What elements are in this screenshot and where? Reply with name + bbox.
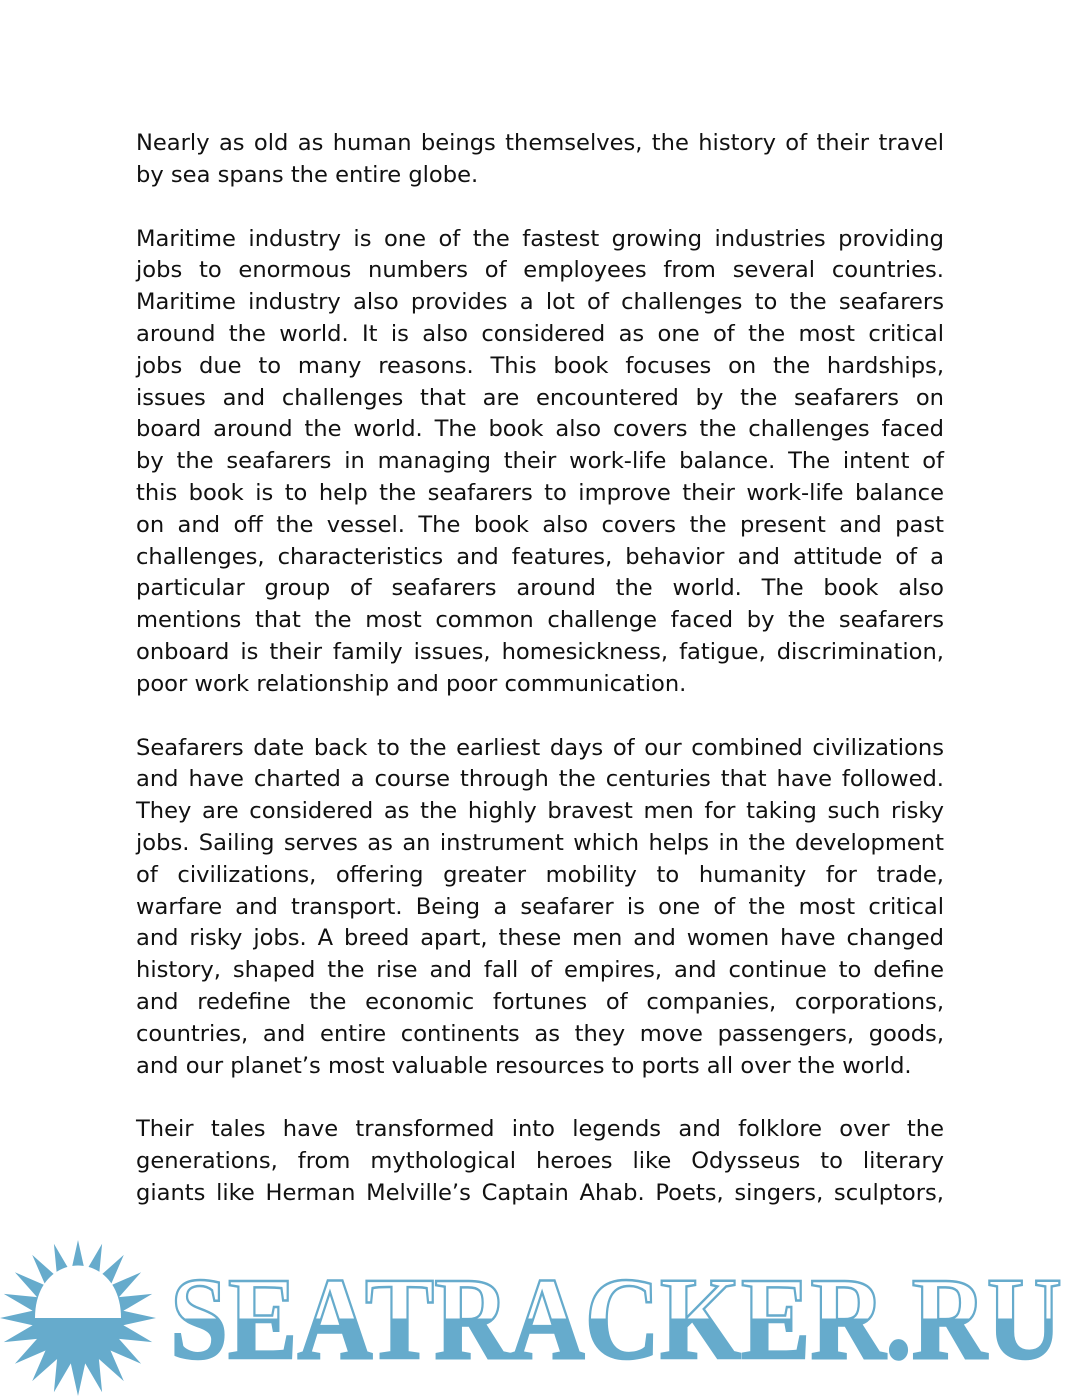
- text-line: jobs to enormous numbers of employees from several countries.: [136, 257, 944, 284]
- paragraph: [136, 224, 944, 701]
- text-line: by the seafarers in managing their work-life balance. The intent of: [136, 448, 944, 475]
- text-line: history, shaped the rise and fall of empires, and continue to define: [136, 957, 944, 984]
- text-line: challenges, characteristics and features, behavior and attitude of a: [136, 543, 944, 570]
- text-line: issues and challenges that are encountered by the seafarers on: [136, 384, 944, 411]
- text-line: around the world. It is also considered as one of the most critical: [136, 320, 944, 347]
- text-line: this book is to help the seafarers to improve their work-life balance: [136, 479, 944, 506]
- text-line: particular group of seafarers around the world. The book also: [136, 575, 944, 602]
- text-line: on and off the vessel. The book also covers the present and past: [136, 511, 944, 538]
- text-line: Nearly as old as human beings themselves, the history of their travel: [136, 130, 944, 156]
- watermark-text: SEATRACKER.RU: [170, 1253, 1062, 1384]
- text-line: Seafarers date back to the earliest days of our combined civilizations: [136, 734, 944, 761]
- sun-icon: [0, 1240, 156, 1396]
- text-line: and redefine the economic fortunes of companies, corporations,: [136, 988, 944, 1015]
- text-line: generations, from mythological heroes like Odysseus to literary: [136, 1148, 944, 1175]
- text-line: countries, and entire continents as they move passengers, goods,: [136, 1020, 944, 1047]
- text-line: giants like Herman Melville’s Captain Ahab. Poets, singers, sculptors,: [136, 1179, 944, 1206]
- text-line: mentions that the most common challenge faced by the seafarers: [136, 607, 944, 634]
- text-line: onboard is their family issues, homesickness, fatigue, discrimination,: [136, 638, 944, 665]
- seatracker-watermark-logo: [0, 1236, 1080, 1397]
- text-line: and have charted a course through the centuries that have followed.: [136, 766, 944, 793]
- text-line: board around the world. The book also covers the challenges faced: [136, 416, 944, 443]
- text-line: and risky jobs. A breed apart, these men and women have changed: [136, 925, 944, 952]
- text-line: Maritime industry is one of the fastest growing industries providing: [136, 225, 944, 252]
- text-line: poor work relationship and poor communication.: [136, 670, 687, 697]
- paragraph: [136, 733, 944, 1083]
- text-line: jobs due to many reasons. This book focuses on the hardships,: [136, 352, 944, 379]
- paragraph: [136, 128, 944, 192]
- text-line: Their tales have transformed into legends and folklore over the: [136, 1116, 944, 1143]
- text-line: and our planet’s most valuable resources to ports all over the world.: [136, 1052, 912, 1079]
- text-line: by sea spans the entire globe.: [136, 161, 479, 188]
- text-line: jobs. Sailing serves as an instrument which helps in the development: [136, 829, 944, 856]
- paragraph: [136, 1114, 944, 1209]
- document-body: [136, 128, 944, 1242]
- text-line: warfare and transport. Being a seafarer is one of the most critical: [136, 893, 944, 920]
- text-line: of civilizations, offering greater mobility to humanity for trade,: [136, 861, 944, 888]
- text-line: They are considered as the highly bravest men for taking such risky: [136, 798, 944, 825]
- text-line: Maritime industry also provides a lot of challenges to the seafarers: [136, 289, 944, 316]
